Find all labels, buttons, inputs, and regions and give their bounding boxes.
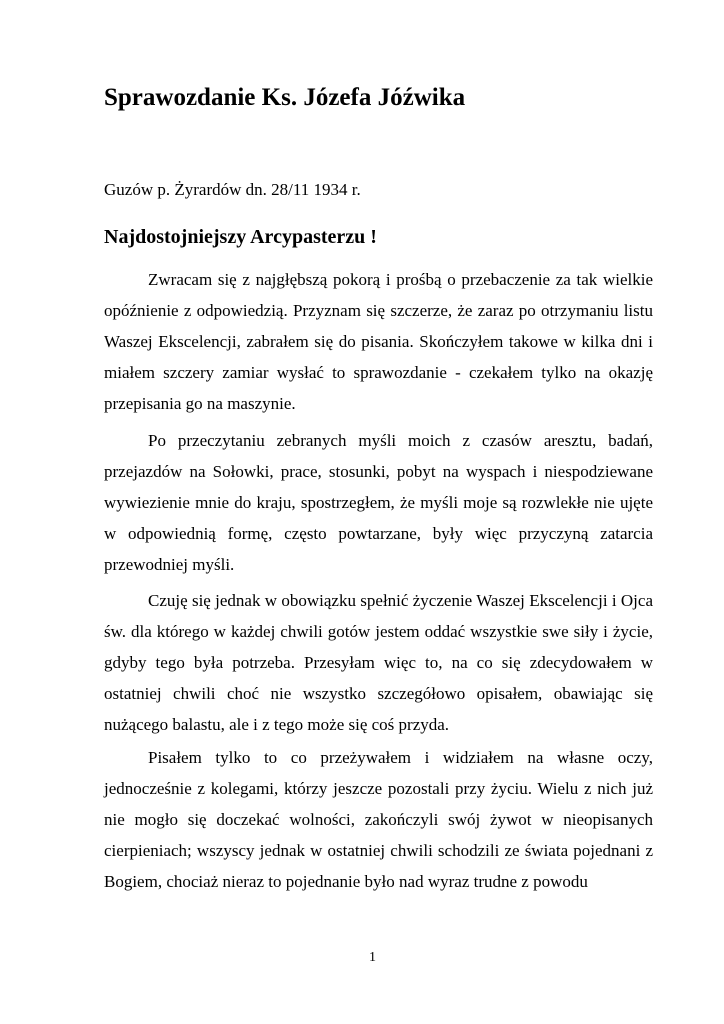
document-title: Sprawozdanie Ks. Józefa Jóźwika bbox=[104, 84, 466, 111]
paragraph-2: Po przeczytaniu zebranych myśli moich z czasów aresztu, badań, przejazdów na Sołowki, prace, stosunki, pobyt na wyspach i niespodziewane wywiezienie mnie do kraju, spostrzegłem, że myśli moje są rozwlekłe nie ujęte w odpowiednią formę, często powtarzane, były więc przyczyną zatarcia przewodniej myśli. bbox=[104, 431, 653, 574]
paragraph-3: Czuję się jednak w obowiązku spełnić życzenie Waszej Ekscelencji i Ojca św. dla którego w każdej chwili gotów jestem oddać wszystkie swe siły i życie, gdyby tego była potrzeba. Przesyłam więc to, na co się zdecydowałem w ostatniej chwili choć nie wszystko szczegółowo opisałem, obawiając się nużącego balastu, ale i z tego może się coś przyda. bbox=[104, 591, 653, 734]
place-date-line: Guzów p. Żyrardów dn. 28/11 1934 r. bbox=[104, 180, 361, 199]
page-number: 1 bbox=[369, 950, 376, 965]
salutation: Najdostojniejszy Arcypasterzu ! bbox=[104, 226, 377, 248]
paragraph-1: Zwracam się z najgłębszą pokorą i prośbą o przebaczenie za tak wielkie opóźnienie z odpowiedzią. Przyznam się szczerze, że zaraz po otrzymaniu listu Waszej Ekscelencji, zabrałem się do pisania. Skończyłem takowe w kilka dni i miałem szczery zamiar wysłać to sprawozdanie - czekałem tylko na okazję przepisania go na maszynie. bbox=[104, 270, 653, 413]
paragraph-4: Pisałem tylko to co przeżywałem i widziałem na własne oczy, jednocześnie z kolegami, którzy jeszcze pozostali przy życiu. Wielu z nich już nie mogło się doczekać wolności, zakończyli swój żywot w nieopisanych cierpieniach; wszyscy jednak w ostatniej chwili schodzili ze świata pojednani z Bogiem, chociaż nieraz to pojednanie było nad wyraz trudne z powodu bbox=[104, 748, 653, 891]
